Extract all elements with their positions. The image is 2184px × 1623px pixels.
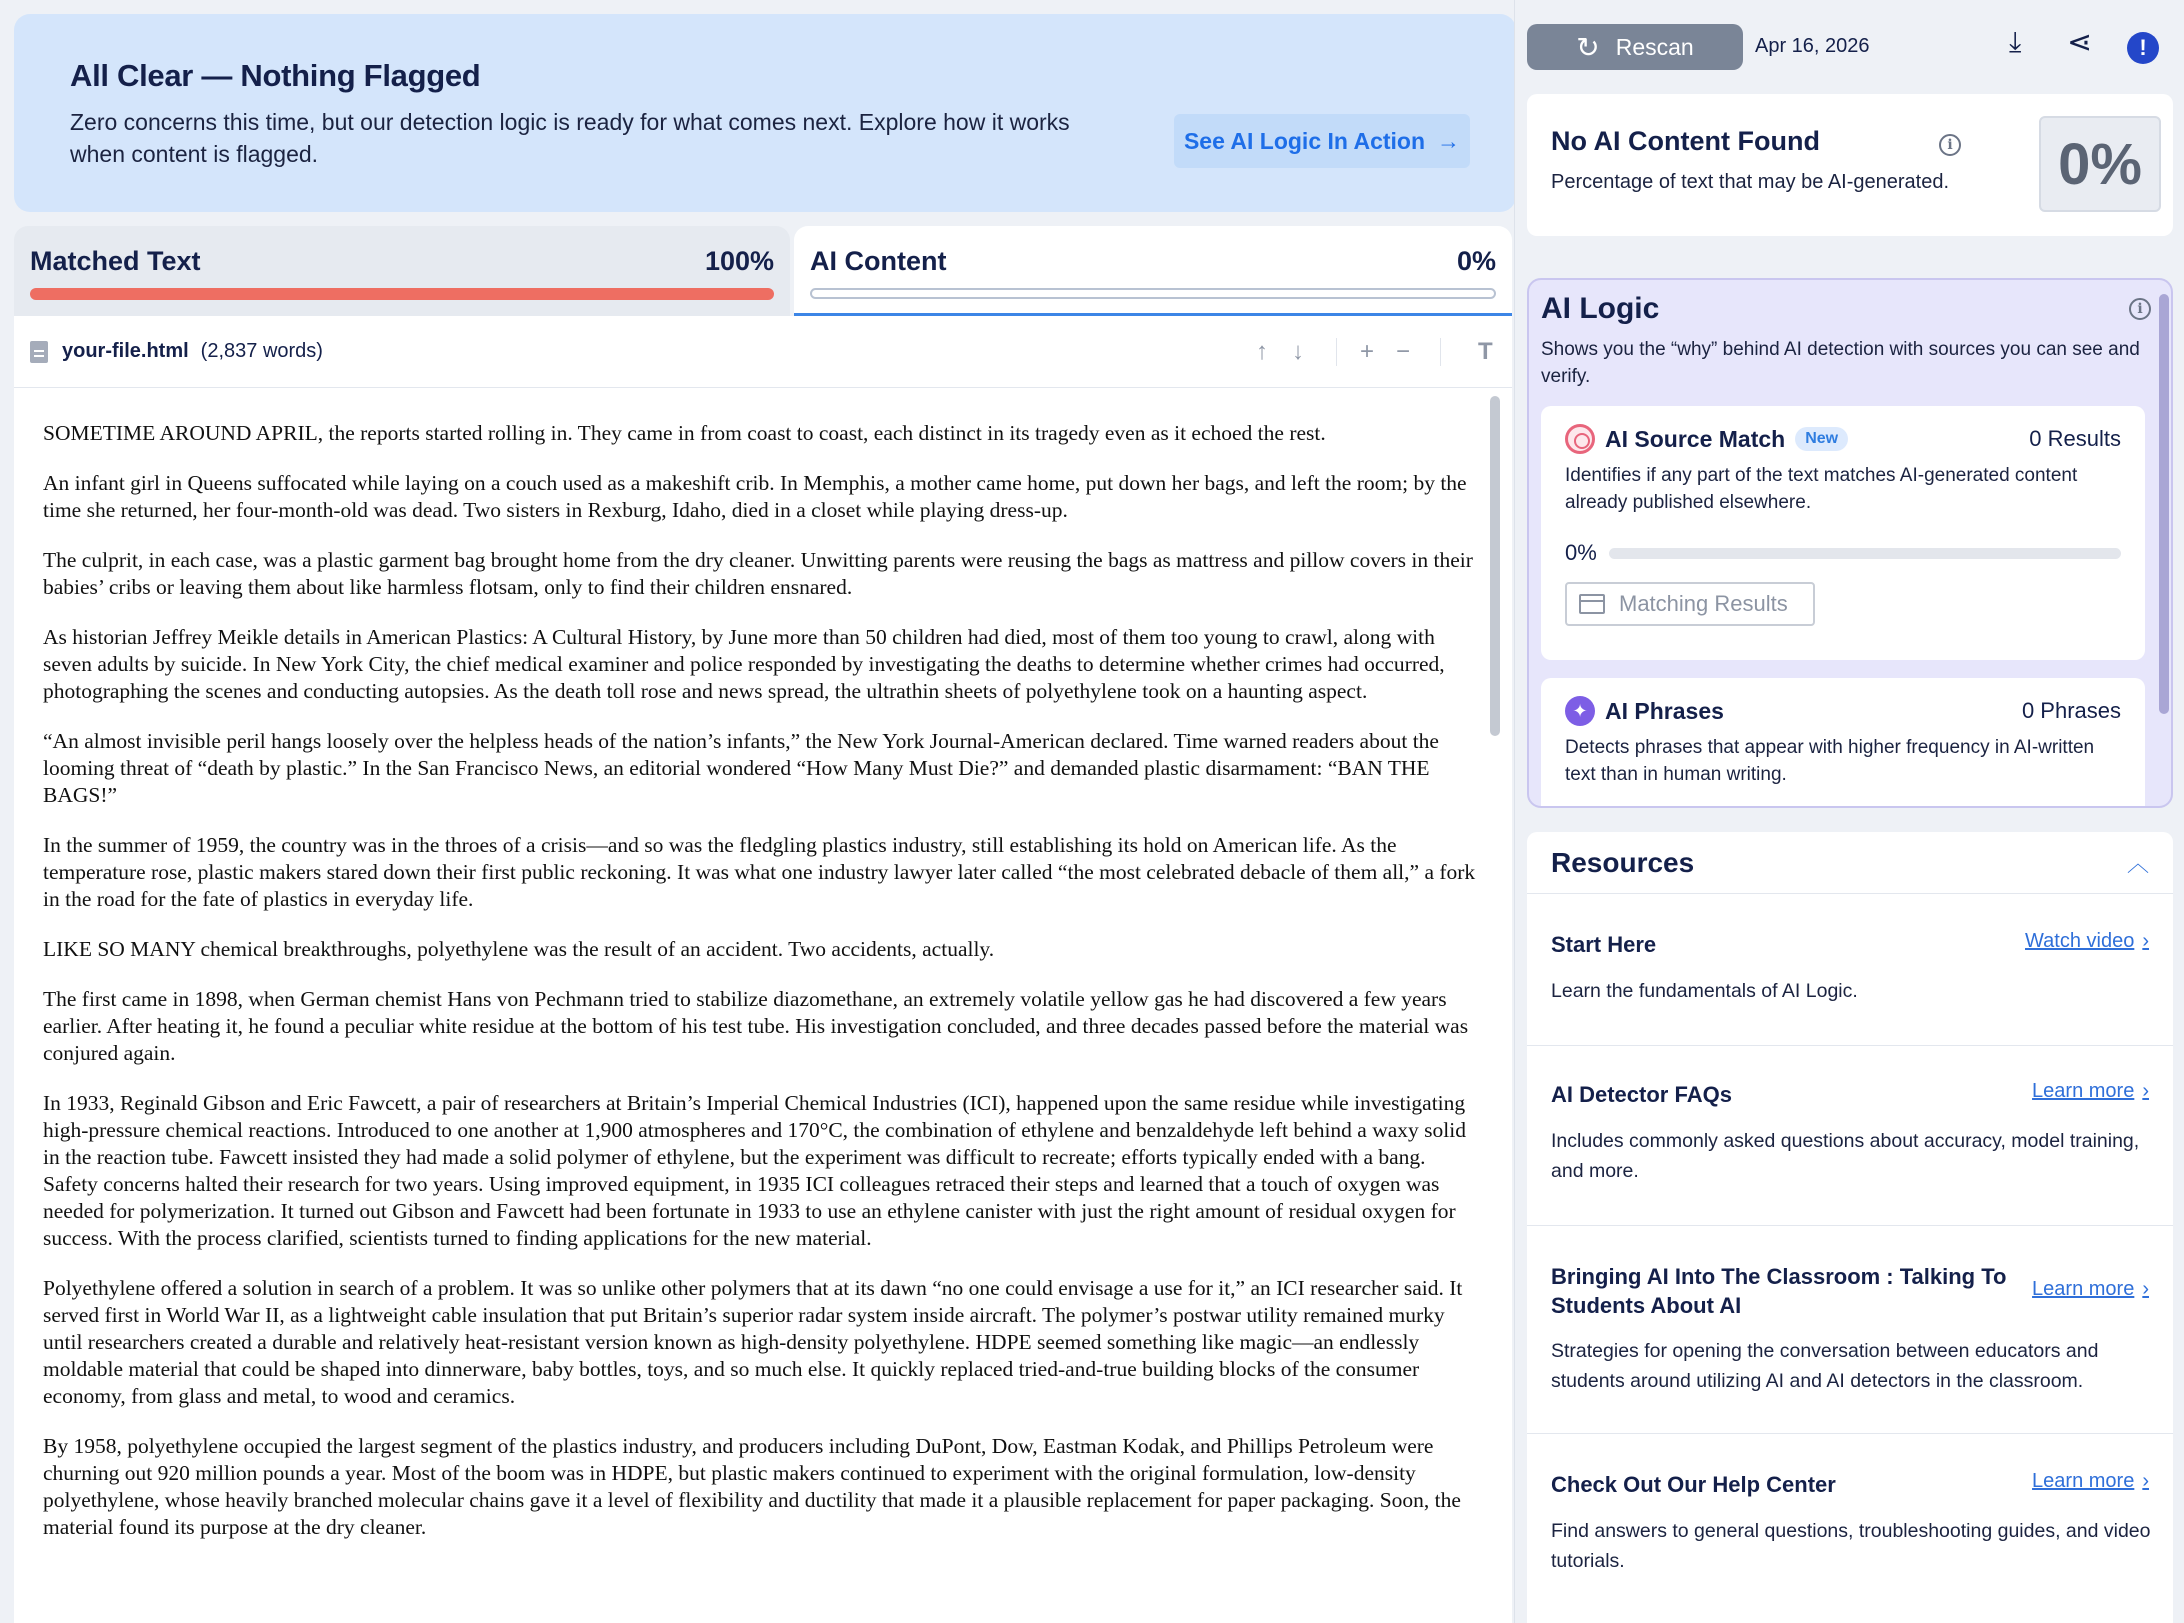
see-ai-logic-button[interactable] (1174, 114, 1470, 168)
resource-item (1527, 1046, 2173, 1226)
resources-title: Resources (1551, 846, 1695, 878)
zoom-out-icon[interactable]: − (1396, 338, 1411, 365)
resource-description: Includes commonly asked questions about accuracy, model training, and more. (1551, 1130, 2140, 1182)
resource-link[interactable] (2032, 1278, 2149, 1301)
resource-link[interactable] (2025, 930, 2149, 953)
matching-results-label: Matching Results (1619, 591, 1788, 616)
source-match-progress-bar (1609, 548, 2121, 559)
source-match-title: AI Source Match (1605, 425, 1786, 452)
sparkle-icon: ✦ (1565, 696, 1595, 726)
sidebar (1514, 0, 2184, 1623)
document-paragraph: In 1933, Reginald Gibson and Eric Fawcett, a pair of researchers at Britain’s Imperial Chemical Industries (ICI), happened upon the same residue while investigating high-pressure chemical reactions. Introduced to one another at 1,900 atmospheres and 170°C, the combination of ethylene and benzaldehyde left behind a waxy solid in the reaction tube. Fawcett insisted they had made a solid polymer of ethylene, but the experiment was difficult to recreate; efforts typically ended with a bang. Safety concerns halted their research for two years. Using improved equipment, in 1935 ICI colleagues retraced their steps and learned that a touch of oxygen was needed for polymerization. It turned out Gibson and Fawcett had been fortunate in 1933 to use an ethylene canister with just the right amount of residual oxygen for success. With the process clarified, scientists turned to finding applications for the new material. (43, 1091, 1466, 1250)
matched-progress-bar (30, 288, 774, 300)
ai-logic-description: Shows you the “why” behind AI detection with sources you can see and verify. (1541, 339, 2140, 387)
ai-source-match-card (1541, 406, 2145, 660)
arrow-right-icon: → (1437, 127, 1461, 154)
tab-matched-text[interactable] (14, 226, 790, 316)
document-viewer (14, 316, 1512, 1623)
source-match-description: Identifies if any part of the text matches AI-generated content already published elsewhere. (1565, 465, 2078, 513)
resource-link-label: Watch video (2025, 930, 2135, 952)
tab-matched-percent: 100% (704, 246, 774, 276)
chevron-right-icon: › (2142, 930, 2149, 952)
resource-title: Start Here (1551, 932, 1657, 957)
resource-item (1527, 1434, 2173, 1620)
arrow-down-icon[interactable]: ↓ (1292, 338, 1304, 365)
file-icon (30, 341, 48, 363)
document-paragraph: By 1958, polyethylene occupied the largest segment of the plastics industry, and producers including DuPont, Dow, Eastman Kodak, and Phillips Petroleum were churning out 920 million pounds a year. Most of the boom was in HDPE, but plastic makers continued to experiment with the original formulation, low-density polyethylene, whose heavily branched molecular chains gave it a level of flexibility and ductility that made it a plausible replacement for paper packaging. Soon, the material found its purpose at the dry cleaner. (43, 1434, 1461, 1539)
ai-percent-box: 0% (2039, 116, 2161, 212)
rescan-button[interactable] (1527, 24, 1743, 70)
zoom-in-icon[interactable]: + (1360, 338, 1375, 365)
text-format-icon[interactable]: T (1478, 338, 1493, 365)
logic-scrollbar[interactable] (2159, 294, 2169, 714)
source-match-count: 0 Results (2029, 426, 2121, 451)
rescan-label: Rescan (1615, 33, 1694, 60)
document-paragraph: SOMETIME AROUND APRIL, the reports started rolling in. They came in from coast to coast, each distinct in its tragedy even as it echoed the rest. (43, 421, 1326, 445)
resource-description: Find answers to general questions, troubleshooting guides, and video tutorials. (1551, 1520, 2151, 1572)
ai-found-subtitle: Percentage of text that may be AI-generated. (1551, 171, 1950, 193)
resource-item (1527, 1226, 2173, 1434)
ai-phrases-card (1541, 678, 2145, 808)
ai-progress-bar (810, 288, 1496, 299)
info-icon[interactable]: i (1939, 134, 1961, 156)
chevron-up-icon[interactable]: ︿ (2126, 851, 2149, 876)
resources-panel (1527, 832, 2173, 1623)
chevron-right-icon: › (2142, 1470, 2149, 1492)
document-toolbar (14, 316, 1512, 388)
resource-title: Bringing AI Into The Classroom : Talking To Students About AI (1551, 1264, 2007, 1318)
all-clear-banner (14, 14, 1516, 212)
arrow-up-icon[interactable]: ↑ (1256, 338, 1268, 365)
document-paragraph: As historian Jeffrey Meikle details in American Plastics: A Cultural History, by June more than 50 children had died, most of them too young to crawl, along with seven adults by suicide. In New York City, the chief medical examiner and police responded by investigating the deaths to determine whether crimes had occurred, photographing the scenes and conducting autopsies. As the death toll rose and news spread, the ultrathin sheets of polyethylene took on a haunting aspect. (43, 625, 1445, 703)
ai-content-summary-card (1527, 94, 2173, 236)
matching-results-button[interactable] (1565, 582, 1815, 626)
document-paragraph: “An almost invisible peril hangs loosely over the helpless heads of the nation’s infants,” the New York Journal-American declared. Time warned readers about the looming threat of “death by plastic.” In the San Francisco News, an editorial wondered “How Many Must Die?” and demanded plastic disarmament: “BAN THE BAGS!” (43, 729, 1439, 807)
ai-phrases-count: 0 Phrases (2021, 698, 2121, 723)
chevron-right-icon: › (2142, 1080, 2149, 1102)
see-ai-logic-label: See AI Logic In Action (1183, 127, 1426, 154)
resource-item (1527, 894, 2173, 1046)
banner-text: Zero concerns this time, but our detection logic is ready for what comes next. Explore how it works when content is flagged. (70, 109, 1070, 167)
document-scrollbar[interactable] (1490, 396, 1500, 736)
document-paragraph: The first came in 1898, when German chemist Hans von Pechmann tried to stabilize diazomethane, an extremely volatile yellow gas he had discovered a few years earlier. After heating it, he found a peculiar white residue at the bottom of his test tube. His investigation concluded, and three decades passed before the material was conjured again. (43, 987, 1469, 1065)
resource-link[interactable] (2032, 1080, 2149, 1103)
ai-phrases-description: Detects phrases that appear with higher frequency in AI-written text than in human writing. (1565, 737, 2095, 785)
toolbar-divider (1336, 338, 1337, 366)
scan-date: Apr 16, 2026 (1755, 35, 1870, 57)
document-text (43, 420, 1485, 1564)
document-paragraph: Polyethylene offered a solution in search of a problem. It was so unlike other polymers that at its dawn “no one could envisage a use for it,” an ICI researcher said. It served first in World War II, as a lightweight cable insulation that put Britain’s superior radar system inside aircraft. The polymer’s postwar utility remained murky until researchers created a durable and relatively heat-resistant version known as high-density polyethylene. HDPE seemed something like magic—an endlessly moldable material that could be shaped into dinnerware, baby bottles, toys, and so much else. It quickly replaced tried-and-true building blocks of the consumer economy, from glass and metal, to wood and ceramics. (43, 1276, 1463, 1408)
window-icon (1579, 594, 1605, 614)
resource-link-label: Learn more (2032, 1470, 2135, 1492)
ai-phrases-title: AI Phrases (1605, 697, 1724, 724)
source-match-progress (1565, 540, 2121, 566)
ai-found-title: No AI Content Found (1551, 126, 1820, 156)
new-badge: New (1795, 427, 1848, 451)
tab-ai-label: AI Content (810, 246, 947, 276)
resource-title: Check Out Our Help Center (1551, 1472, 1836, 1497)
result-tabs (14, 226, 1512, 316)
tab-matched-label: Matched Text (30, 246, 201, 276)
document-paragraph: In the summer of 1959, the country was in the throes of a crisis—and so was the fledgling plastics industry, still establishing its hold on American life. As the temperature rose, plastic makers stared down their first public reckoning. It was what one industry lawyer later called “the most celebrated debacle of them all,” a fork in the road for the fate of plastics in everyday life. (43, 833, 1476, 911)
document-paragraph: The culprit, in each case, was a plastic garment bag brought home from the dry cleaner. Unwitting parents were reusing the bags as mattress and pillow covers in their babies’ cribs or leaving them about like harmless flotsam, only to find their children ensnared. (43, 548, 1473, 599)
resource-link-label: Learn more (2032, 1278, 2135, 1300)
info-icon[interactable]: i (2129, 298, 2151, 320)
refresh-icon: ↻ (1576, 31, 1600, 63)
document-paragraph: LIKE SO MANY chemical breakthroughs, polyethylene was the result of an accident. Two accidents, actually. (43, 937, 995, 961)
ai-logic-panel (1527, 278, 2173, 808)
sidebar-topbar (1515, 0, 2184, 80)
resource-title: AI Detector FAQs (1551, 1082, 1732, 1107)
resource-link-label: Learn more (2032, 1080, 2135, 1102)
chevron-right-icon: › (2142, 1278, 2149, 1300)
tab-ai-percent: 0% (1456, 246, 1496, 276)
tab-ai-content[interactable] (794, 226, 1512, 316)
banner-title: All Clear — Nothing Flagged (70, 58, 481, 93)
source-match-percent: 0% (1565, 540, 1597, 565)
toolbar-divider (1440, 338, 1441, 366)
ai-logic-title: AI Logic (1541, 292, 1660, 325)
document-paragraph: An infant girl in Queens suffocated while laying on a couch used as a makeshift crib. In Memphis, a mother came home, put down her bags, and left the room; by the time she returned, her four-month-old was dead. Two sisters in Rexburg, Idaho, died in a closet while playing dress-up. (43, 471, 1467, 522)
word-count: (2,837 words) (200, 340, 323, 362)
resource-link[interactable] (2032, 1470, 2149, 1493)
alert-icon[interactable]: ! (2127, 32, 2159, 64)
share-icon[interactable]: ⋖ (2067, 26, 2093, 59)
file-name: your-file.html (62, 340, 189, 362)
resource-description: Learn the fundamentals of AI Logic. (1551, 980, 1858, 1002)
resources-header[interactable] (1527, 832, 2173, 894)
resource-description: Strategies for opening the conversation between educators and students around utilizing AI and AI detectors in the classroom. (1551, 1340, 2099, 1392)
source-match-icon (1565, 424, 1595, 454)
download-icon[interactable]: ⤓ (2009, 26, 2022, 57)
